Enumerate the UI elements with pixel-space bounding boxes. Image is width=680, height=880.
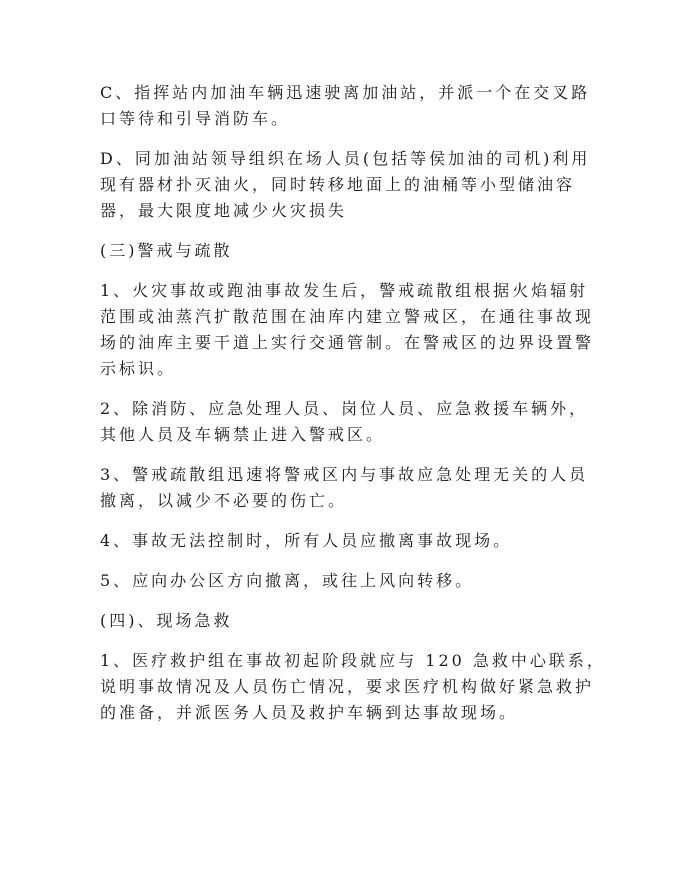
text-line: 4、事故无法控制时，所有人员应撤离事故现场。 <box>100 531 513 550</box>
text-line: 现有器材扑灭油火，同时转移地面上的油桶等小型储油容 <box>100 175 576 194</box>
text-line: D、同加油站领导组织在场人员(包括等侯加油的司机)利用 <box>100 149 591 168</box>
text-line: 3、警戒疏散组迅速将警戒区内与事故应急处理无关的人员 <box>100 465 589 484</box>
text-line: 示标识。 <box>100 359 177 378</box>
text-line: 器，最大限度地减少火灾损失 <box>100 201 348 220</box>
text-line: 说明事故情况及人员伤亡情况，要求医疗机构做好紧急救护 <box>100 677 595 696</box>
text-line: 的准备，并派医务人员及救护车辆到达事故现场。 <box>100 703 519 722</box>
text-line: 撤离，以减少不必要的伤亡。 <box>100 491 348 510</box>
text-line: 其他人员及车辆禁止进入警戒区。 <box>100 425 386 444</box>
paragraph <box>100 528 582 554</box>
paragraph <box>100 462 589 514</box>
paragraph <box>100 278 595 382</box>
text-line: (三)警戒与疏散 <box>100 241 233 260</box>
paragraph <box>100 648 606 726</box>
text-line: 1、火灾事故或跑油事故发生后，警戒疏散组根据火焰辐射 <box>100 281 589 300</box>
text-line: (四)、现场急救 <box>100 611 233 630</box>
text-line: 1、医疗救护组在事故初起阶段就应与 120 急救中心联系， <box>100 651 606 670</box>
paragraph <box>100 146 591 224</box>
section-heading <box>100 608 582 634</box>
text-line: 场的油库主要干道上实行交通管制。在警戒区的边界设置警 <box>100 333 595 352</box>
text-line: C、指挥站内加油车辆迅速驶离加油站，并派一个在交叉路 <box>100 83 591 102</box>
paragraph <box>100 568 582 594</box>
text-line: 口等待和引导消防车。 <box>100 109 291 128</box>
text-line: 2、除消防、应急处理人员、岗位人员、应急救援车辆外， <box>100 399 589 418</box>
text-line: 5、应向办公区方向撤离，或往上风向转移。 <box>100 571 475 590</box>
document-body <box>100 80 606 740</box>
section-heading <box>100 238 582 264</box>
paragraph <box>100 80 591 132</box>
text-line: 范围或油蒸汽扩散范围在油库内建立警戒区，在通往事故现 <box>100 307 595 326</box>
paragraph <box>100 396 589 448</box>
